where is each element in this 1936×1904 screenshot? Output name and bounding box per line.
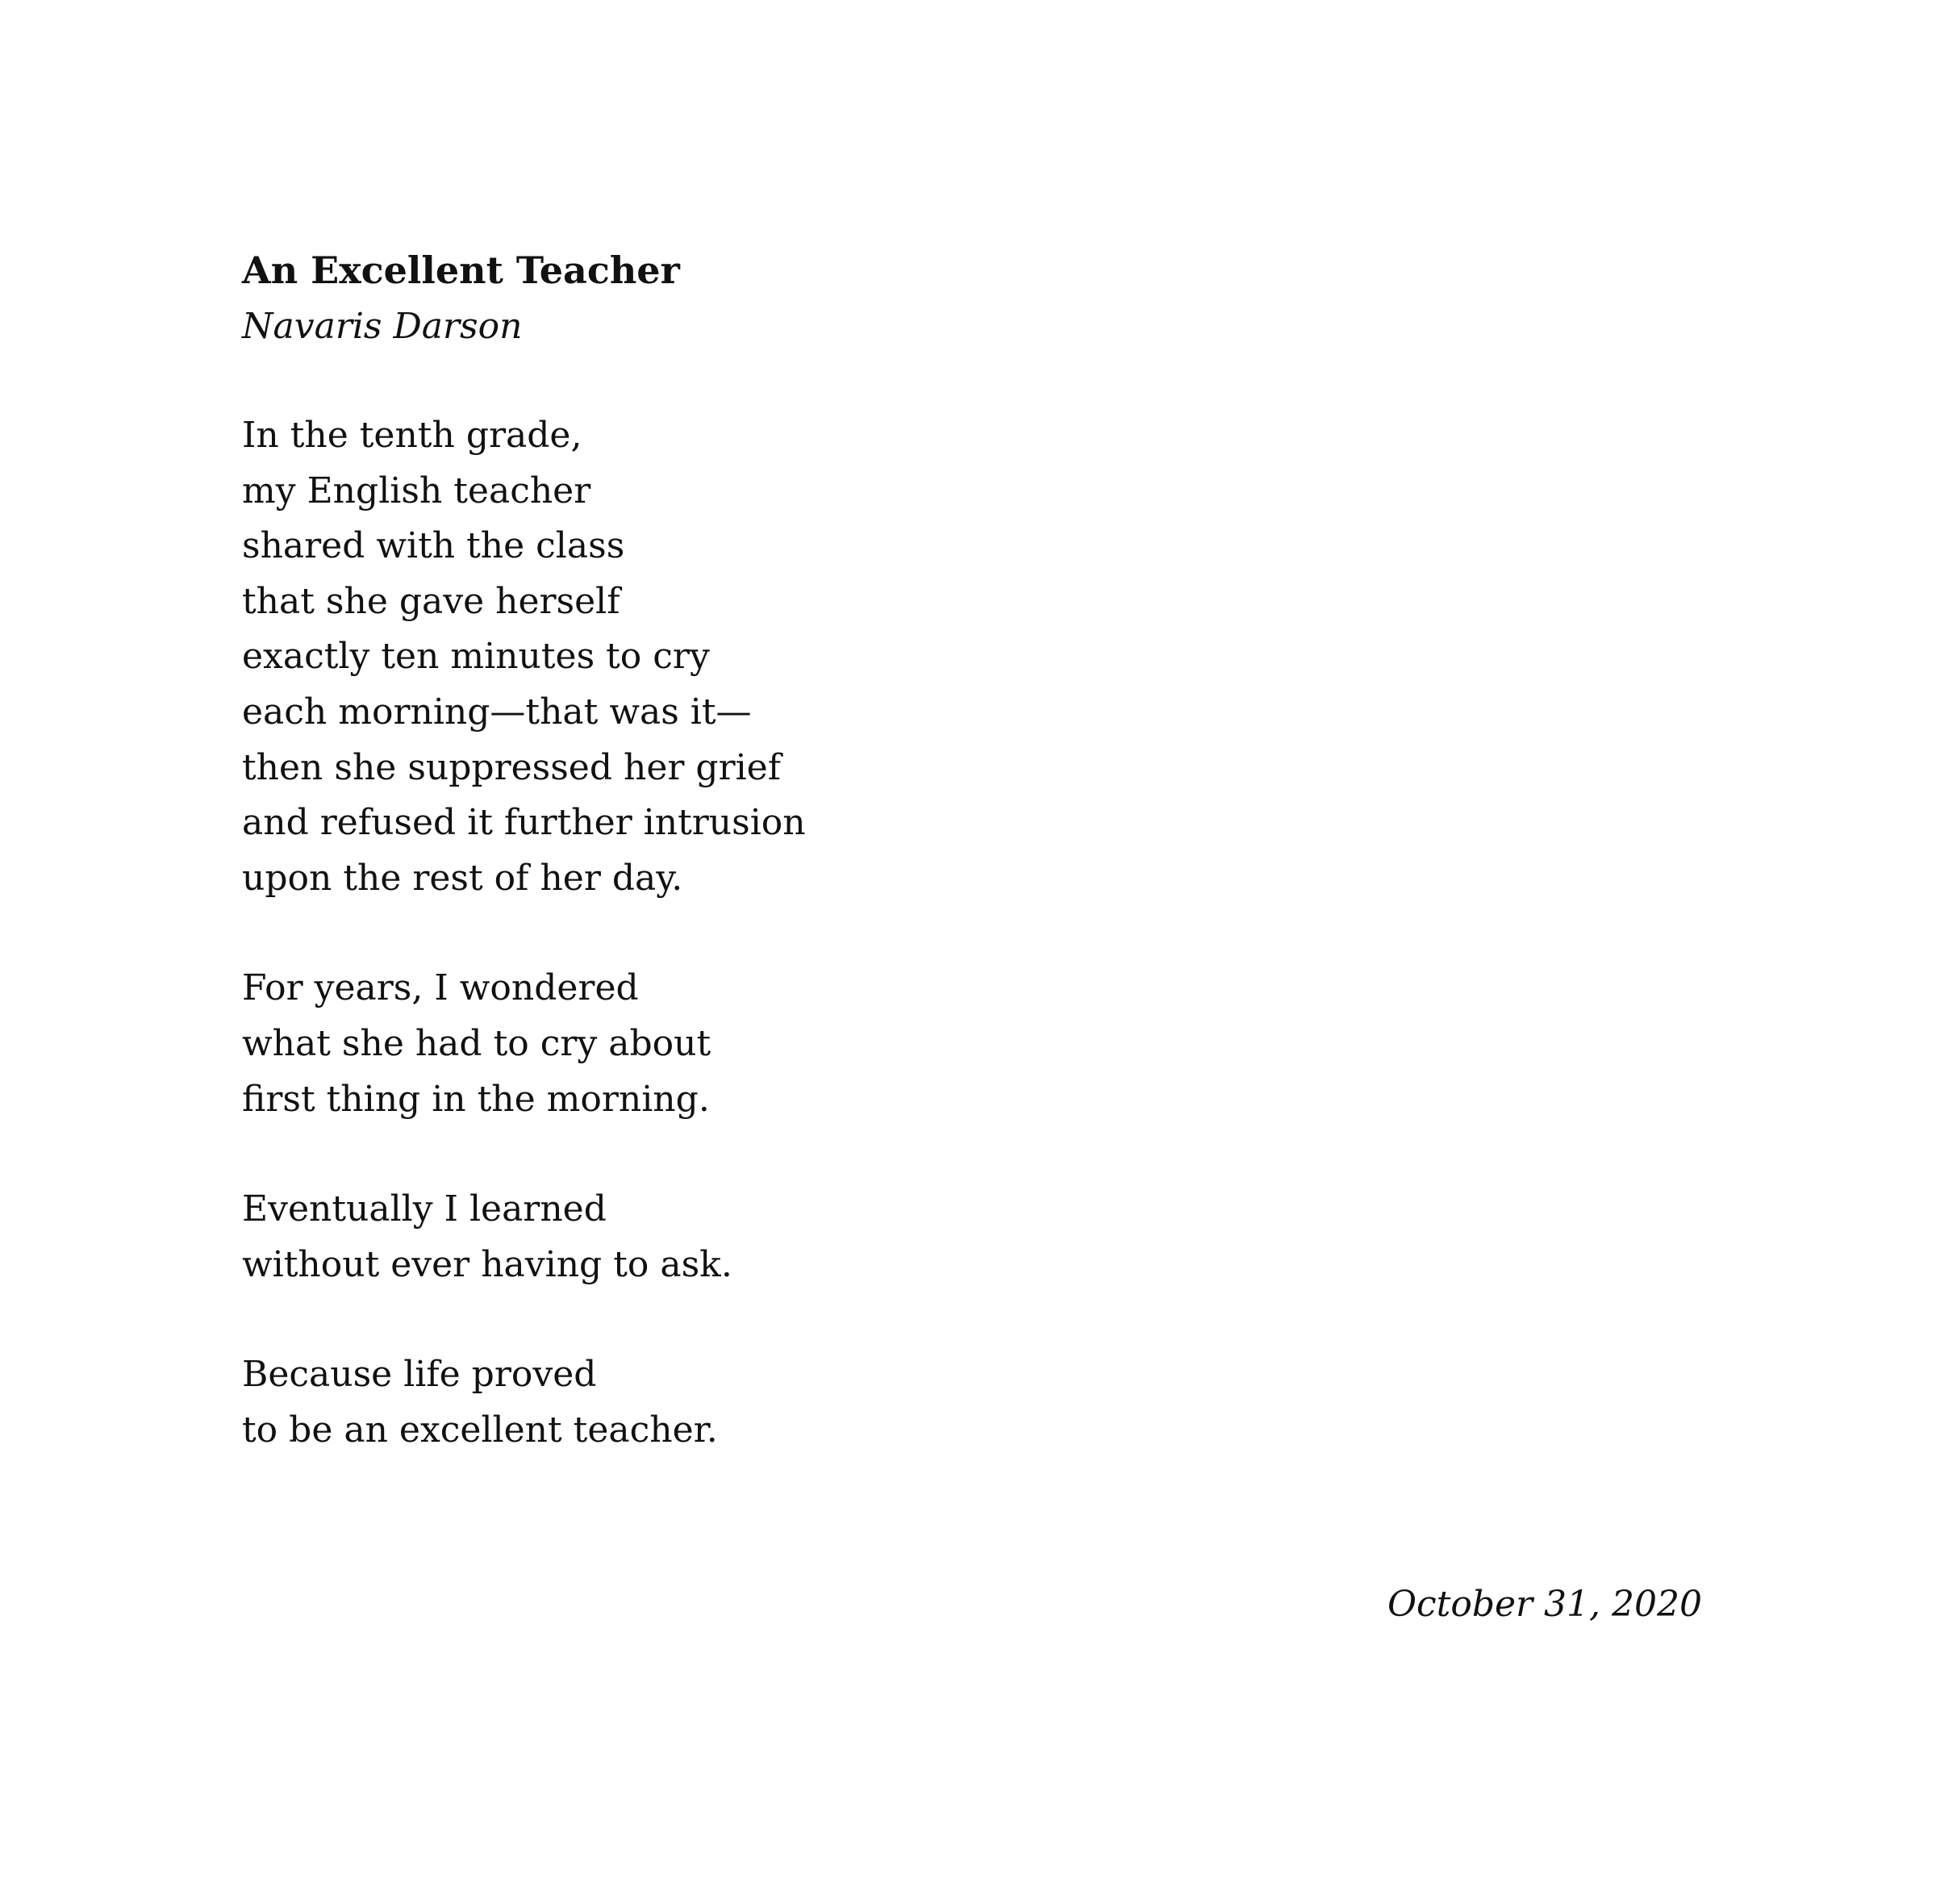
poem-line: my English teacher xyxy=(242,470,591,511)
poem-line: each morning—that was it— xyxy=(242,691,752,733)
poem-line: shared with the class xyxy=(242,525,625,567)
poem-line: exactly ten minutes to cry xyxy=(242,636,710,678)
poem-line: then she suppressed her grief xyxy=(242,746,781,788)
poem-line: upon the rest of her day. xyxy=(242,857,683,899)
poem-line: In the tenth grade, xyxy=(242,415,582,456)
poem-line: Eventually I learned xyxy=(242,1188,607,1230)
poem-line: without ever having to ask. xyxy=(242,1243,732,1285)
poem-body xyxy=(242,408,1452,1459)
stanza-4 xyxy=(242,1347,1452,1458)
poem-title: An Excellent Teacher xyxy=(242,248,680,292)
poem-block xyxy=(242,242,1452,1514)
poem-line: Because life proved xyxy=(242,1354,597,1396)
stanza-3 xyxy=(242,1182,1452,1292)
poem-line: first thing in the morning. xyxy=(242,1078,710,1120)
poem-line: that she gave herself xyxy=(242,580,620,622)
poem-date: October 31, 2020 xyxy=(1387,1584,1702,1625)
poem-line: and refused it further intrusion xyxy=(242,802,806,844)
poem-author: Navaris Darson xyxy=(242,306,523,347)
stanza-1 xyxy=(242,408,1452,906)
poem-line: to be an excellent teacher. xyxy=(242,1409,718,1451)
poem-line: For years, I wondered xyxy=(242,967,639,1009)
stanza-2 xyxy=(242,961,1452,1127)
poem-line: what she had to cry about xyxy=(242,1022,711,1064)
